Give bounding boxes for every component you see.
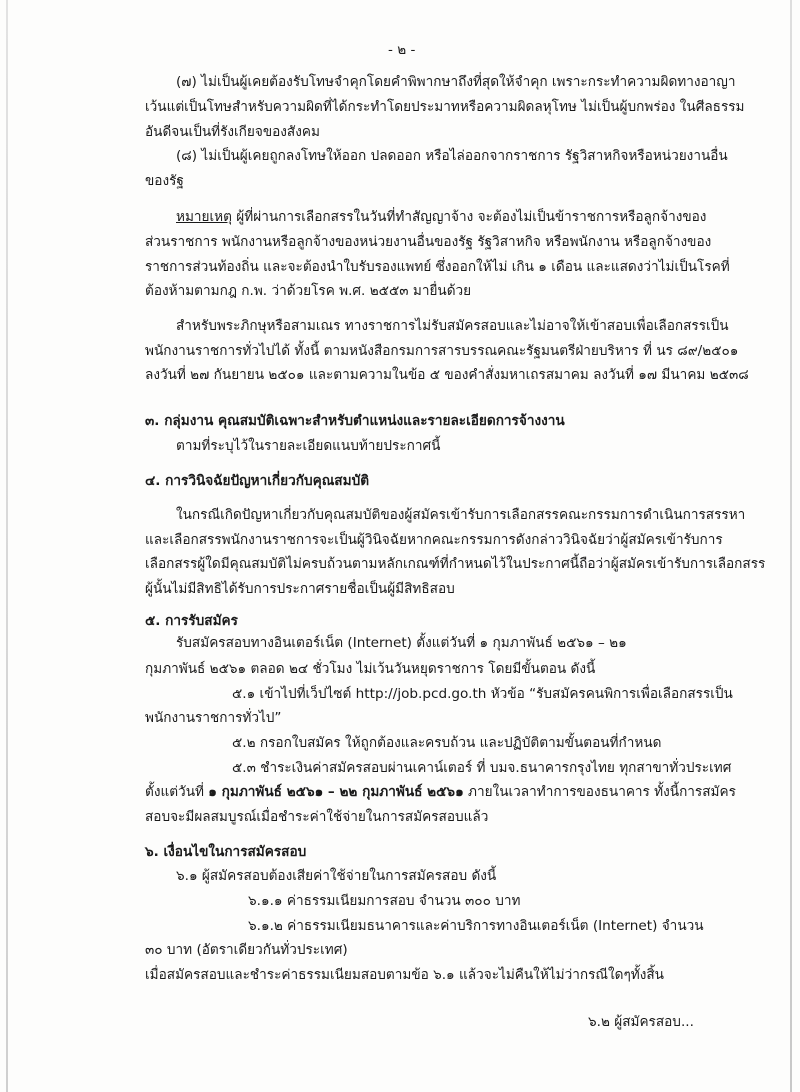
remark-line-1: [176, 207, 706, 227]
section-4-line-4: ผู้นั้นไม่มีสิทธิได้รับการประกาศรายชื่อเป็นผู้มีสิทธิสอบ: [145, 581, 455, 597]
continuation-text: ๖.๒ ผู้สมัครสอบ...: [588, 1014, 694, 1030]
step-5-1-line-2: พนักงานราชการทั่วไป”: [145, 710, 282, 726]
remark-text: ผู้ที่ผ่านการเลือกสรรในวันที่ทำสัญญาจ้าง จะต้องไม่เป็นข้าราชการหรือลูกจ้างของ: [236, 209, 707, 225]
remark-label: หมายเหตุ: [176, 209, 232, 225]
scan-edge-right: [790, 0, 792, 1092]
remark-line-2: ส่วนราชการ พนักงานหรือลูกจ้างของหน่วยงานอื่นของรัฐ รัฐวิสาหกิจ หรือพนักงาน หรือลูกจ้างของ: [145, 234, 712, 250]
monks-line-2: พนักงานราชการทั่วไปได้ ทั้งนี้ ตามหนังสือกรมการสารบรรณคณะรัฐมนตรีฝ่ายบริหาร ที่ นร ๘๙/๒๕๐๑: [145, 343, 739, 359]
step-5-3-date-range: ๑ กุมภาพันธ์ ๒๕๖๑ – ๒๒ กุมภาพันธ์ ๒๕๖๑: [208, 784, 464, 800]
qualification-8-line-1: (๘) ไม่เป็นผู้เคยถูกลงโทษให้ออก ปลดออก หรือไล่ออกจากราชการ รัฐวิสาหกิจหรือหน่วยงานอื่น: [176, 148, 728, 164]
step-5-2: ๕.๒ กรอกใบสมัคร ให้ถูกต้องและครบถ้วน และปฏิบัติตามขั้นตอนที่กำหนด: [232, 735, 662, 751]
section-4-line-2: และเลือกสรรพนักงานราชการจะเป็นผู้วินิจฉัยหากคณะกรรมการดังกล่าววินิจฉัยว่าผู้สมัครเข้ารับการ: [145, 532, 723, 548]
item-6-1-2-line-2: ๓๐ บาท (อัตราเดียวกันทั่วประเทศ): [145, 942, 348, 958]
item-6-1: ๖.๑ ผู้สมัครสอบต้องเสียค่าใช้จ่ายในการสมัครสอบ ดังนี้: [176, 868, 497, 884]
section-6-heading: ๖. เงื่อนไขในการสมัครสอบ: [145, 844, 307, 860]
step-5-3-line-1: ๕.๓ ชำระเงินค่าสมัครสอบผ่านเคาน์เตอร์ ที่ บมจ.ธนาคารกรุงไทย ทุกสาขาทั่วประเทศ: [232, 760, 732, 776]
remark-line-3: ราชการส่วนท้องถิ่น และจะต้องนำใบรับรองแพทย์ ซึ่งออกให้ไม่ เกิน ๑ เดือน และแสดงว่าไม่เป็นโรคที่: [145, 259, 730, 275]
qualification-8-line-2: ของรัฐ: [145, 173, 184, 189]
refund-note: เมื่อสมัครสอบและชำระค่าธรรมเนียมสอบตามข้อ ๖.๑ แล้วจะไม่คืนให้ไม่ว่ากรณีใดๆทั้งสิ้น: [145, 967, 664, 983]
step-5-1-line-1: ๕.๑ เข้าไปที่เว็ปไซต์ http://job.pcd.go.th หัวข้อ “รับสมัครคนพิการเพื่อเลือกสรรเป็น: [232, 686, 733, 702]
monks-line-1: สำหรับพระภิกษุหรือสามเณร ทางราชการไม่รับสมัครสอบและไม่อาจให้เข้าสอบเพื่อเลือกสรรเป็น: [176, 318, 729, 334]
section-3-heading: ๓. กลุ่มงาน คุณสมบัติเฉพาะสำหรับตำแหน่งและรายละเอียดการจ้างงาน: [145, 413, 565, 429]
section-4-line-3: เลือกสรรผู้ใดมีคุณสมบัติไม่ครบถ้วนตามหลักเกณฑ์ที่กำหนดไว้ในประกาศนี้ถือว่าผู้สมัครเข้ารับการเลือกสรร: [145, 556, 766, 572]
step-5-3-prefix: ตั้งแต่วันที่: [145, 784, 209, 800]
section-5-heading: ๕. การรับสมัคร: [145, 613, 238, 629]
qualification-7-line-3: อันดีจนเป็นที่รังเกียจของสังคม: [145, 124, 320, 140]
item-6-1-2-line-1: ๖.๑.๒ ค่าธรรมเนียมธนาคารและค่าบริการทางอินเตอร์เน็ต (Internet) จำนวน: [248, 918, 704, 934]
monks-line-3: ลงวันที่ ๒๗ กันยายน ๒๕๐๑ และตามความในข้อ ๕ ของคำสั่งมหาเถรสมาคม ลงวันที่ ๑๗ มีนาคม ๒๕๓๘: [145, 367, 749, 383]
section-4-line-1: ในกรณีเกิดปัญหาเกี่ยวกับคุณสมบัติของผู้สมัครเข้ารับการเลือกสรรคณะกรรมการดำเนินการสรรหา: [176, 507, 746, 523]
section-3-text: ตามที่ระบุไว้ในรายละเอียดแนบท้ายประกาศนี้: [176, 438, 441, 454]
qualification-7-line-2: เว้นแต่เป็นโทษสำหรับความผิดที่ได้กระทำโดยประมาทหรือความผิดลหุโทษ ไม่เป็นผู้บกพร่อง ในศีลธรรม: [145, 99, 745, 115]
section-5-line-1: รับสมัครสอบทางอินเตอร์เน็ต (Internet) ตั้งแต่วันที่ ๑ กุมภาพันธ์ ๒๕๖๑ – ๒๑: [176, 635, 627, 651]
remark-line-4: ต้องห้ามตามกฎ ก.พ. ว่าด้วยโรค พ.ศ. ๒๕๕๓ มายื่นด้วย: [145, 283, 472, 299]
step-5-3-suffix: ภายในเวลาทำการของธนาคาร ทั้งนี้การสมัคร: [463, 784, 736, 800]
scan-edge-left: [6, 0, 8, 1092]
section-5-line-2: กุมภาพันธ์ ๒๕๖๑ ตลอด ๒๔ ชั่วโมง ไม่เว้นวันหยุดราชการ โดยมีขั้นตอน ดังนี้: [145, 661, 596, 677]
step-5-3-line-2: [145, 782, 736, 802]
section-4-heading: ๔. การวินิจฉัยปัญหาเกี่ยวกับคุณสมบัติ: [145, 473, 370, 489]
step-5-3-line-3: สอบจะมีผลสมบูรณ์เมื่อชำระค่าใช้จ่ายในการสมัครสอบแล้ว: [145, 809, 489, 825]
qualification-7-line-1: (๗) ไม่เป็นผู้เคยต้องรับโทษจำคุกโดยคำพิพากษาถึงที่สุดให้จำคุก เพราะกระทำความผิดทางอาญา: [176, 74, 736, 90]
item-6-1-1: ๖.๑.๑ ค่าธรรมเนียมการสอบ จำนวน ๓๐๐ บาท: [248, 893, 521, 909]
page-number: - ๒ -: [388, 42, 416, 58]
